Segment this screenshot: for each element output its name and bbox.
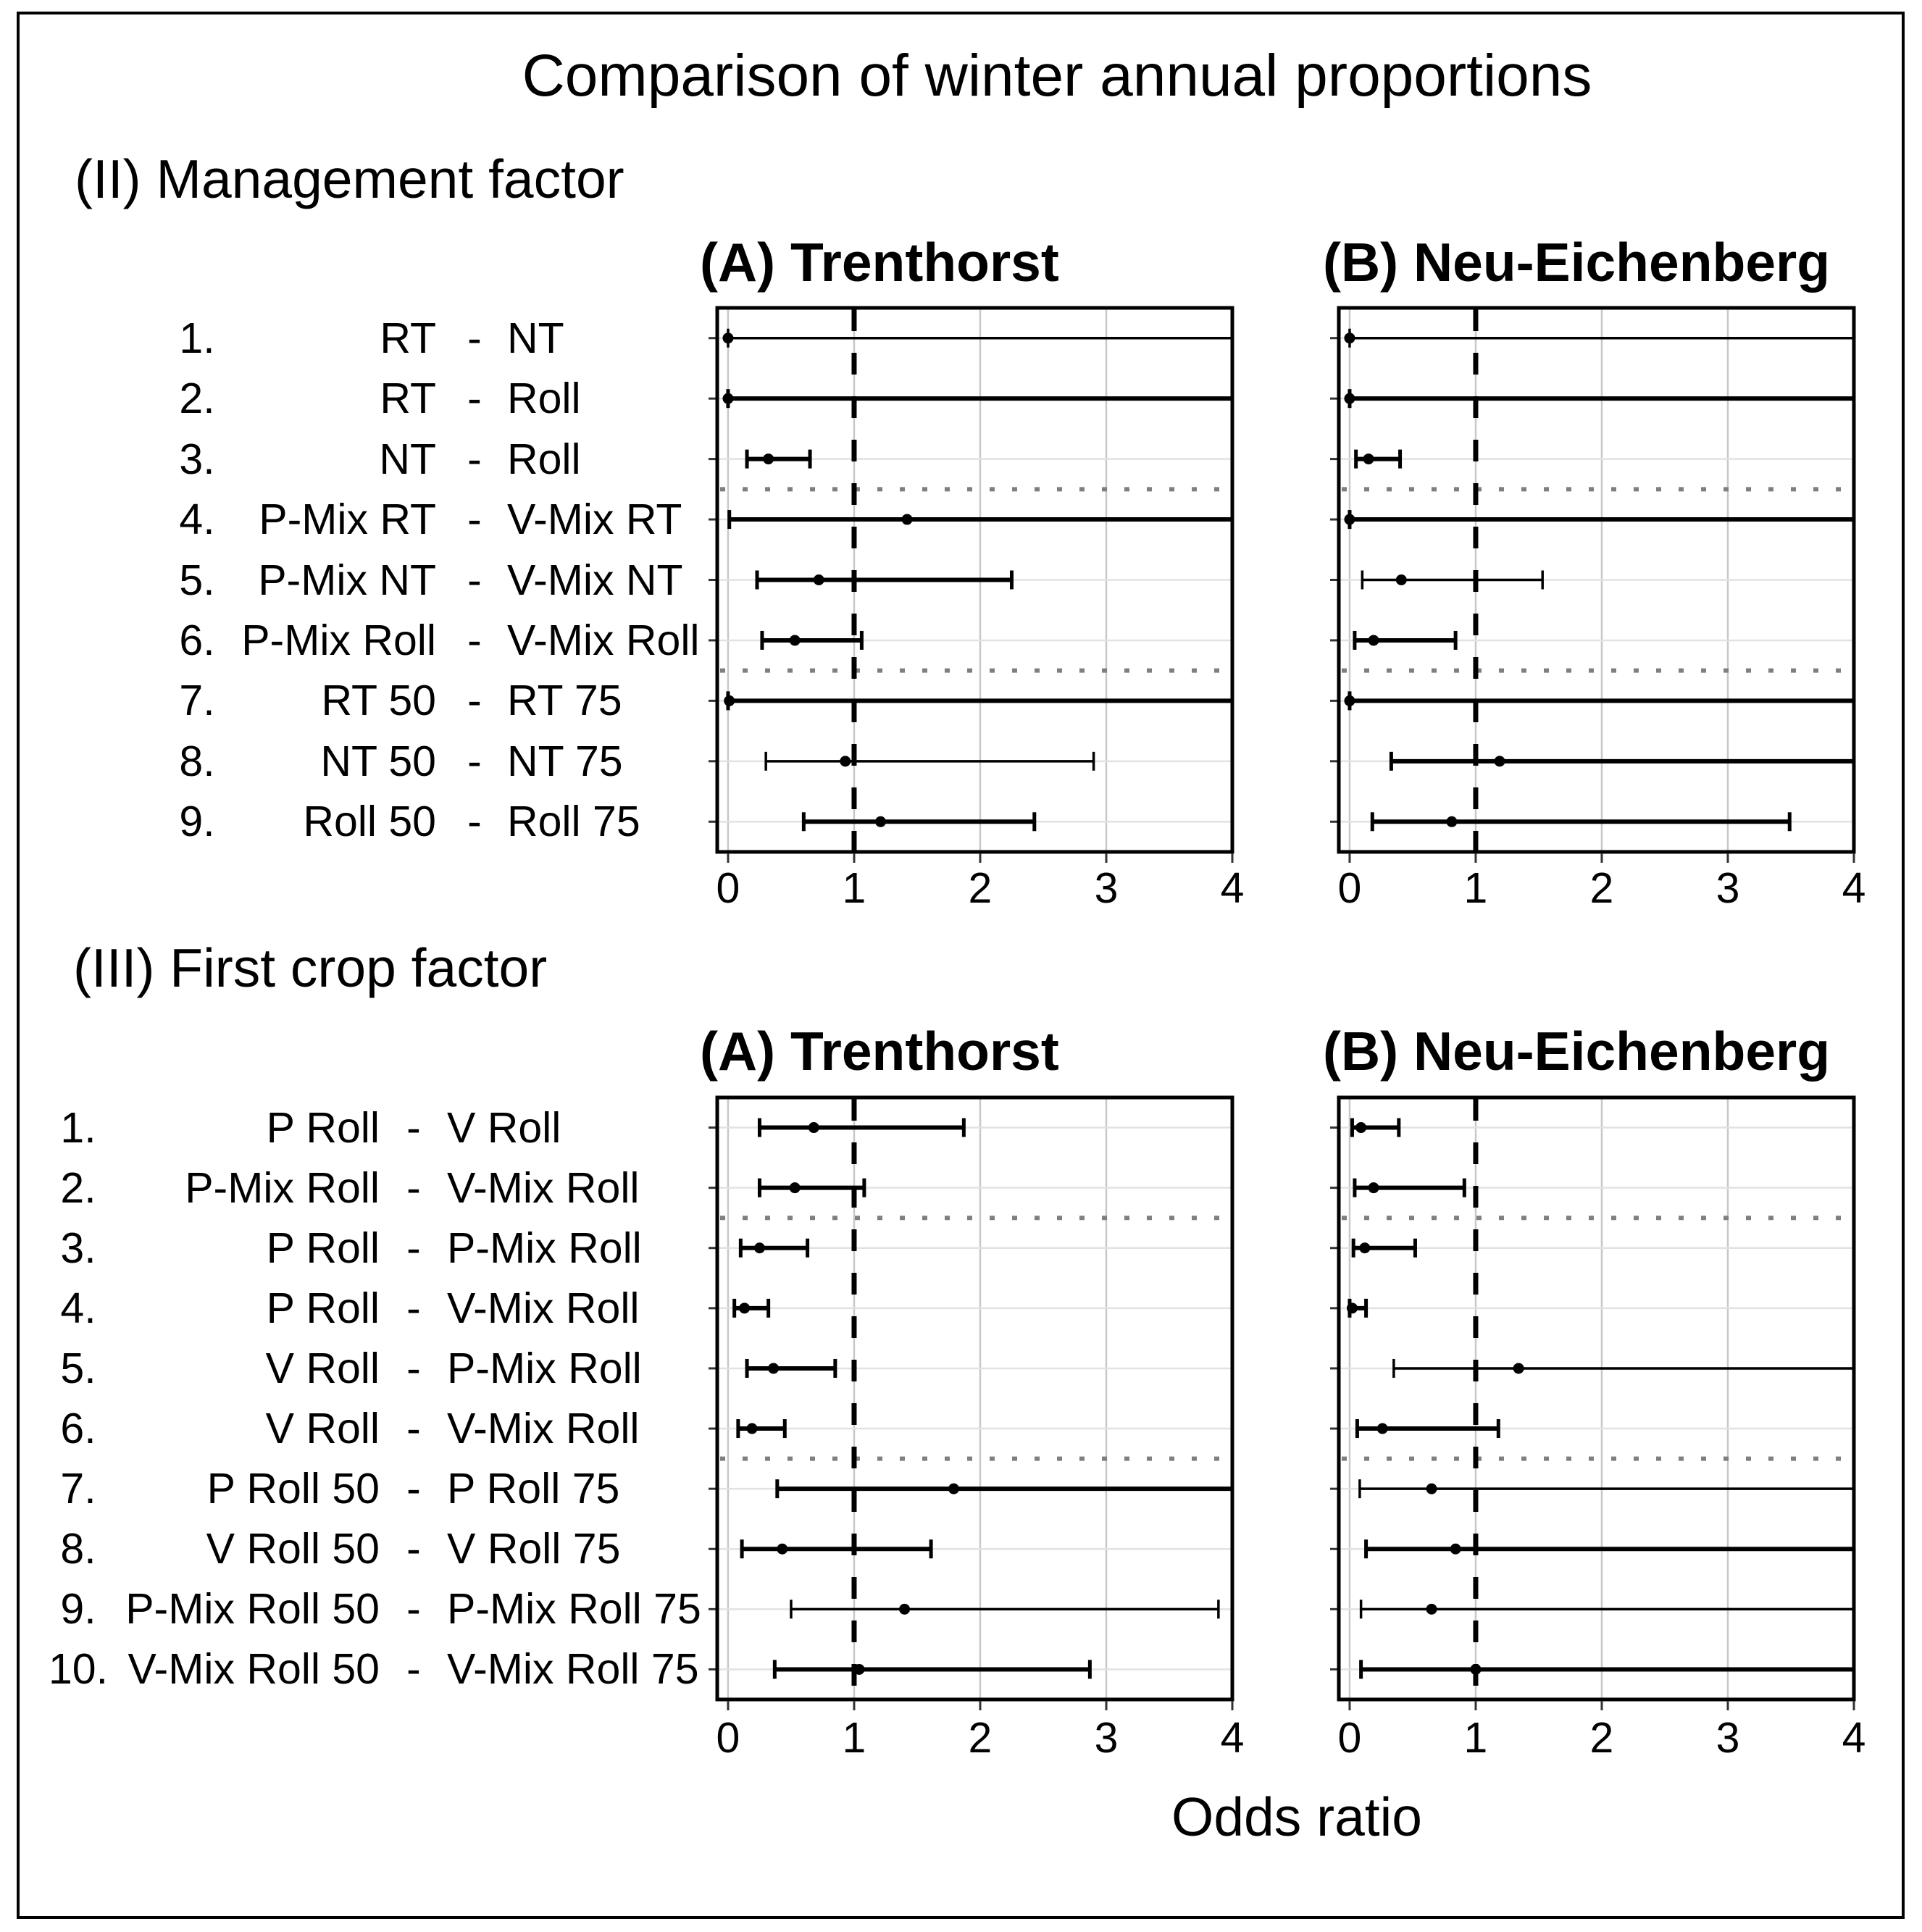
row-separator: -: [406, 1344, 421, 1392]
row-left-term: P-Mix Roll: [241, 616, 436, 664]
x-tick-label: 4: [1842, 1714, 1866, 1762]
x-tick-label: 2: [968, 864, 993, 912]
row-separator: -: [406, 1465, 421, 1513]
ci-row: [762, 631, 861, 650]
row-right-term: Roll: [507, 375, 581, 423]
row-number: 2.: [179, 375, 215, 423]
ci-row: [1347, 1299, 1366, 1318]
odds-ratio-point: [722, 333, 733, 343]
row-left-term: V Roll: [265, 1405, 380, 1453]
row-left-term: RT: [380, 375, 436, 423]
ci-row: [747, 1359, 835, 1378]
odds-ratio-point: [1369, 635, 1379, 645]
row-number: 3.: [60, 1224, 96, 1272]
ci-row: [742, 1539, 931, 1558]
ci-row: [774, 1660, 1090, 1678]
odds-ratio-point: [739, 1302, 750, 1313]
section-heading-management-factor: (II) Management factor: [75, 149, 624, 209]
odds-ratio-point: [722, 393, 733, 404]
ci-row: [1366, 1539, 1854, 1558]
ci-row: [1355, 631, 1455, 650]
forest-plot-panel: [1330, 308, 1854, 863]
odds-ratio-point: [777, 1544, 787, 1555]
row-number: 10.: [48, 1645, 109, 1694]
x-tick-label: 0: [1337, 1714, 1362, 1762]
row-left-term: P-Mix Roll: [185, 1163, 380, 1212]
ci-row: [759, 1179, 864, 1197]
odds-ratio-point: [1344, 514, 1355, 525]
x-tick-label: 2: [968, 1714, 993, 1762]
x-axis-label: Odds ratio: [1171, 1786, 1422, 1847]
row-separator: -: [406, 1284, 421, 1332]
odds-ratio-point: [814, 574, 824, 585]
odds-ratio-point: [763, 453, 774, 464]
ci-row: [803, 812, 1034, 831]
row-number: 7.: [60, 1465, 96, 1513]
row-number: 9.: [179, 798, 215, 846]
odds-ratio-point: [1359, 1242, 1370, 1253]
x-tick-label: 1: [842, 1714, 866, 1762]
forest-plot-panel: [709, 308, 1232, 863]
row-left-term: P-Mix Roll 50: [125, 1585, 380, 1634]
row-separator: -: [406, 1585, 421, 1634]
ci-row: [722, 329, 1232, 348]
row-right-term: NT: [507, 314, 564, 362]
ci-row: [738, 1419, 785, 1438]
ci-row: [1353, 1239, 1415, 1258]
row-right-term: V-Mix RT: [507, 495, 682, 544]
odds-ratio-point: [1363, 453, 1374, 464]
x-tick-label: 4: [1842, 864, 1866, 912]
row-separator: -: [467, 677, 482, 725]
row-separator: -: [467, 314, 482, 362]
odds-ratio-point: [754, 1242, 765, 1253]
row-right-term: P Roll 75: [447, 1465, 620, 1513]
odds-ratio-point: [1344, 333, 1355, 343]
row-number: 7.: [179, 677, 215, 725]
row-number: 1.: [60, 1103, 96, 1152]
row-left-term: P Roll: [266, 1284, 380, 1332]
x-tick-label: 3: [1716, 1714, 1740, 1762]
odds-ratio-point: [902, 514, 913, 525]
row-separator: -: [467, 495, 482, 544]
row-right-term: NT 75: [507, 737, 623, 785]
ci-row: [1360, 1479, 1854, 1498]
ci-row: [740, 1239, 807, 1258]
odds-ratio-point: [790, 1182, 801, 1193]
odds-ratio-point: [747, 1423, 758, 1434]
row-separator: -: [406, 1645, 421, 1694]
panel-title-neu-eichenberg-first-crop: (B) Neu-Eichenberg: [1323, 1021, 1831, 1082]
ci-row: [766, 752, 1093, 771]
odds-ratio-point: [1347, 1302, 1358, 1313]
ci-row: [1344, 691, 1854, 710]
x-tick-label: 4: [1220, 864, 1245, 912]
row-right-term: V-Mix NT: [507, 556, 683, 604]
row-separator: -: [406, 1103, 421, 1152]
panel-title-trenthorst-management: (A) Trenthorst: [700, 232, 1059, 293]
row-number: 5.: [60, 1344, 96, 1392]
forest-plot-panel: [1330, 1097, 1854, 1710]
panel-title-neu-eichenberg-management: (B) Neu-Eichenberg: [1323, 232, 1831, 293]
row-right-term: V Roll: [447, 1103, 561, 1152]
odds-ratio-point: [853, 1664, 864, 1675]
odds-ratio-point: [1344, 393, 1355, 404]
x-tick-label: 2: [1589, 864, 1614, 912]
ci-row: [1344, 329, 1854, 348]
ci-row: [724, 691, 1232, 710]
section-heading-first-crop-factor: (III) First crop factor: [73, 937, 548, 998]
odds-ratio-point: [1369, 1182, 1379, 1193]
row-number: 9.: [60, 1585, 96, 1634]
row-number: 6.: [179, 616, 215, 664]
odds-ratio-point: [840, 756, 851, 766]
x-tick-label: 0: [1337, 864, 1362, 912]
odds-ratio-point: [1355, 1122, 1366, 1133]
row-number: 5.: [179, 556, 215, 604]
row-separator: -: [406, 1224, 421, 1272]
x-tick-label: 4: [1220, 1714, 1245, 1762]
odds-ratio-point: [948, 1484, 959, 1494]
row-separator: -: [467, 798, 482, 846]
odds-ratio-point: [1446, 816, 1457, 827]
odds-ratio-point: [1426, 1484, 1437, 1494]
figure-title: Comparison of winter annual proportions: [522, 43, 1592, 109]
row-right-term: V-Mix Roll 75: [447, 1645, 699, 1694]
row-left-term: V Roll: [265, 1344, 380, 1392]
ci-row: [1394, 1359, 1854, 1378]
row-right-term: P-Mix Roll 75: [447, 1585, 701, 1634]
row-separator: -: [467, 737, 482, 785]
x-tick-label: 1: [842, 864, 866, 912]
row-separator: -: [467, 556, 482, 604]
row-left-term: P Roll: [266, 1224, 380, 1272]
odds-ratio-point: [1470, 1664, 1481, 1675]
panel-title-trenthorst-first-crop: (A) Trenthorst: [700, 1021, 1059, 1082]
row-right-term: RT 75: [507, 677, 622, 725]
odds-ratio-point: [1450, 1544, 1461, 1555]
row-separator: -: [467, 616, 482, 664]
odds-ratio-point: [1344, 695, 1355, 706]
odds-ratio-point: [1377, 1423, 1388, 1434]
row-left-term: NT: [379, 435, 436, 483]
row-left-term: V Roll 50: [206, 1525, 380, 1573]
odds-ratio-point: [809, 1122, 819, 1133]
row-right-term: V Roll 75: [447, 1525, 621, 1573]
x-tick-label: 0: [716, 864, 740, 912]
row-left-term: RT: [380, 314, 436, 362]
row-left-term: P-Mix RT: [259, 495, 436, 544]
forest-plot-panel: [709, 1097, 1232, 1710]
x-tick-label: 1: [1463, 864, 1488, 912]
row-number: 4.: [60, 1284, 96, 1332]
ci-row: [1355, 1179, 1464, 1197]
ci-row: [791, 1599, 1219, 1618]
ci-row: [747, 450, 810, 469]
row-right-term: Roll: [507, 435, 581, 483]
row-right-term: V-Mix Roll: [447, 1405, 640, 1453]
ci-row: [735, 1299, 769, 1318]
row-left-term: P Roll 50: [206, 1465, 380, 1513]
row-number: 2.: [60, 1163, 96, 1212]
row-right-term: P-Mix Roll: [447, 1344, 642, 1392]
x-tick-label: 3: [1094, 864, 1119, 912]
row-number: 8.: [179, 737, 215, 785]
x-tick-label: 2: [1589, 1714, 1614, 1762]
odds-ratio-point: [768, 1363, 779, 1373]
row-number: 6.: [60, 1405, 96, 1453]
odds-ratio-point: [790, 635, 801, 645]
ci-row: [759, 1118, 964, 1137]
row-left-term: V-Mix Roll 50: [128, 1645, 380, 1694]
row-number: 3.: [179, 435, 215, 483]
row-left-term: RT 50: [321, 677, 436, 725]
row-separator: -: [406, 1525, 421, 1573]
ci-row: [757, 571, 1011, 590]
row-number: 8.: [60, 1525, 96, 1573]
odds-ratio-point: [1396, 574, 1407, 585]
row-right-term: P-Mix Roll: [447, 1224, 642, 1272]
row-left-term: NT 50: [320, 737, 436, 785]
row-right-term: Roll 75: [507, 798, 640, 846]
row-left-term: P Roll: [266, 1103, 380, 1152]
row-separator: -: [467, 435, 482, 483]
odds-ratio-point: [1426, 1604, 1437, 1615]
row-separator: -: [406, 1405, 421, 1453]
odds-ratio-point: [1495, 756, 1505, 766]
row-separator: -: [406, 1163, 421, 1212]
ci-row: [1361, 1599, 1854, 1618]
odds-ratio-point: [724, 695, 735, 706]
row-right-term: V-Mix Roll: [447, 1284, 640, 1332]
ci-row: [1362, 571, 1542, 590]
ci-row: [1356, 450, 1400, 469]
row-right-term: V-Mix Roll: [447, 1163, 640, 1212]
odds-ratio-point: [1513, 1363, 1524, 1373]
row-left-term: P-Mix NT: [258, 556, 436, 604]
row-separator: -: [467, 375, 482, 423]
ci-row: [1344, 389, 1854, 408]
odds-ratio-point: [875, 816, 886, 827]
x-tick-label: 3: [1716, 864, 1740, 912]
ci-row: [777, 1479, 1232, 1498]
odds-ratio-point: [899, 1604, 910, 1615]
row-right-term: V-Mix Roll: [507, 616, 700, 664]
ci-row: [1361, 1660, 1854, 1678]
x-tick-label: 3: [1094, 1714, 1119, 1762]
ci-row: [722, 389, 1232, 408]
ci-row: [1352, 1118, 1398, 1137]
ci-row: [1391, 752, 1854, 771]
x-tick-label: 1: [1463, 1714, 1488, 1762]
row-left-term: Roll 50: [303, 798, 436, 846]
row-number: 1.: [179, 314, 215, 362]
x-tick-label: 0: [716, 1714, 740, 1762]
row-number: 4.: [179, 495, 215, 544]
ci-row: [1344, 510, 1854, 529]
